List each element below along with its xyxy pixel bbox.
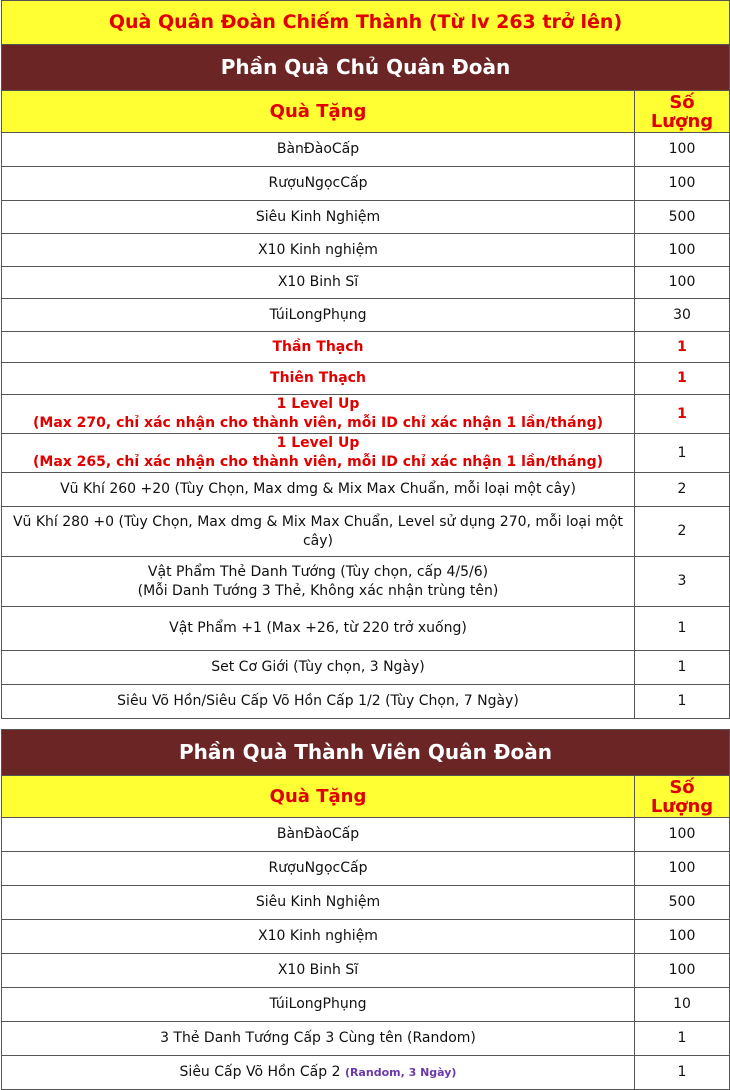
gift-cell: Vũ Khí 260 +20 (Tùy Chọn, Max dmg & Mix Max Chuẩn, mỗi loại một cây)	[2, 473, 635, 507]
gift-note: (Max 265, chỉ xác nhận cho thành viên, mỗi ID chỉ xác nhận 1 lần/tháng)	[33, 454, 603, 470]
gift-cell: X10 Binh Sĩ	[2, 954, 635, 988]
gift-cell: Vật Phẩm +1 (Max +26, từ 220 trở xuống)	[2, 607, 635, 651]
qty-cell: 1	[635, 1056, 730, 1090]
gift-name: Siêu Cấp Võ Hồn Cấp 2	[179, 1064, 341, 1080]
gift-cell: X10 Binh Sĩ	[2, 267, 635, 299]
table-row	[2, 473, 730, 507]
table-row	[2, 507, 730, 557]
table-row	[2, 557, 730, 607]
gift-cell: 3 Thẻ Danh Tướng Cấp 3 Cùng tên (Random)	[2, 1022, 635, 1056]
qty-cell: 30	[635, 299, 730, 332]
gift-cell: Thần Thạch	[2, 332, 635, 363]
qty-cell: 10	[635, 988, 730, 1022]
gift-note: (Max 270, chỉ xác nhận cho thành viên, mỗi ID chỉ xác nhận 1 lần/tháng)	[33, 415, 603, 431]
qty-cell: 1	[635, 395, 730, 434]
table-row	[2, 886, 730, 920]
qty-cell: 1	[635, 607, 730, 651]
leader-table	[1, 0, 730, 719]
table-row	[2, 395, 730, 434]
gift-note: (Random, 3 Ngày)	[344, 1066, 457, 1079]
gift-cell	[2, 434, 635, 473]
table-row	[2, 332, 730, 363]
gift-cell: BànĐàoCấp	[2, 133, 635, 167]
qty-cell: 1	[635, 1022, 730, 1056]
gift-cell: Siêu Kinh Nghiệm	[2, 886, 635, 920]
table-row	[2, 201, 730, 234]
gift-cell: RượuNgọcCấp	[2, 852, 635, 886]
qty-cell: 2	[635, 473, 730, 507]
table-row	[2, 988, 730, 1022]
qty-cell: 1	[635, 434, 730, 473]
qty-cell: 100	[635, 267, 730, 299]
qty-cell: 1	[635, 332, 730, 363]
qty-cell: 100	[635, 818, 730, 852]
leader-col-qty: Số Lượng	[635, 91, 730, 133]
gift-cell	[2, 395, 635, 434]
qty-cell: 100	[635, 133, 730, 167]
qty-cell: 2	[635, 507, 730, 557]
table-row	[2, 818, 730, 852]
table-row	[2, 234, 730, 267]
table-row	[2, 363, 730, 395]
gift-cell: BànĐàoCấp	[2, 818, 635, 852]
table-row	[2, 133, 730, 167]
table-row	[2, 920, 730, 954]
gift-cell: Set Cơ Giới (Tùy chọn, 3 Ngày)	[2, 651, 635, 685]
qty-cell: 100	[635, 920, 730, 954]
gift-name: Vật Phẩm Thẻ Danh Tướng (Tùy chọn, cấp 4/5/6)	[147, 563, 489, 580]
gift-cell	[2, 1056, 635, 1090]
qty-cell: 1	[635, 651, 730, 685]
leader-col-gift: Quà Tặng	[2, 91, 635, 133]
table-row	[2, 651, 730, 685]
table-row	[2, 1022, 730, 1056]
table-row	[2, 852, 730, 886]
leader-section-title: Phần Quà Chủ Quân Đoàn	[2, 45, 730, 91]
page-title: Quà Quân Đoàn Chiếm Thành (Từ lv 263 trở lên)	[2, 1, 730, 45]
qty-cell: 100	[635, 234, 730, 267]
member-section-title: Phần Quà Thành Viên Quân Đoàn	[2, 730, 730, 776]
qty-cell: 500	[635, 201, 730, 234]
member-table	[1, 729, 730, 1090]
table-gap	[0, 719, 730, 729]
gift-cell: TúiLongPhụng	[2, 988, 635, 1022]
qty-cell: 500	[635, 886, 730, 920]
table-row	[2, 267, 730, 299]
gift-note: (Mỗi Danh Tướng 3 Thẻ, Không xác nhận trùng tên)	[137, 582, 499, 599]
member-col-gift: Quà Tặng	[2, 776, 635, 818]
qty-cell: 1	[635, 363, 730, 395]
gift-cell	[2, 557, 635, 607]
table-row	[2, 954, 730, 988]
qty-cell: 1	[635, 685, 730, 719]
qty-cell: 100	[635, 167, 730, 201]
table-row	[2, 167, 730, 201]
gift-name: 1 Level Up	[276, 396, 360, 412]
gift-name: 1 Level Up	[276, 435, 360, 451]
gift-cell: Siêu Võ Hồn/Siêu Cấp Võ Hồn Cấp 1/2 (Tùy Chọn, 7 Ngày)	[2, 685, 635, 719]
gift-cell: RượuNgọcCấp	[2, 167, 635, 201]
table-row	[2, 607, 730, 651]
gift-cell: TúiLongPhụng	[2, 299, 635, 332]
table-row	[2, 299, 730, 332]
table-row	[2, 685, 730, 719]
gift-cell: X10 Kinh nghiệm	[2, 234, 635, 267]
gift-cell: X10 Kinh nghiệm	[2, 920, 635, 954]
gift-cell: Siêu Kinh Nghiệm	[2, 201, 635, 234]
table-row	[2, 1056, 730, 1090]
gift-cell: Vũ Khí 280 +0 (Tùy Chọn, Max dmg & Mix Max Chuẩn, Level sử dụng 270, mỗi loại một cây)	[2, 507, 635, 557]
qty-cell: 100	[635, 852, 730, 886]
qty-cell: 100	[635, 954, 730, 988]
gift-cell: Thiên Thạch	[2, 363, 635, 395]
member-col-qty: Số Lượng	[635, 776, 730, 818]
table-row	[2, 434, 730, 473]
qty-cell: 3	[635, 557, 730, 607]
